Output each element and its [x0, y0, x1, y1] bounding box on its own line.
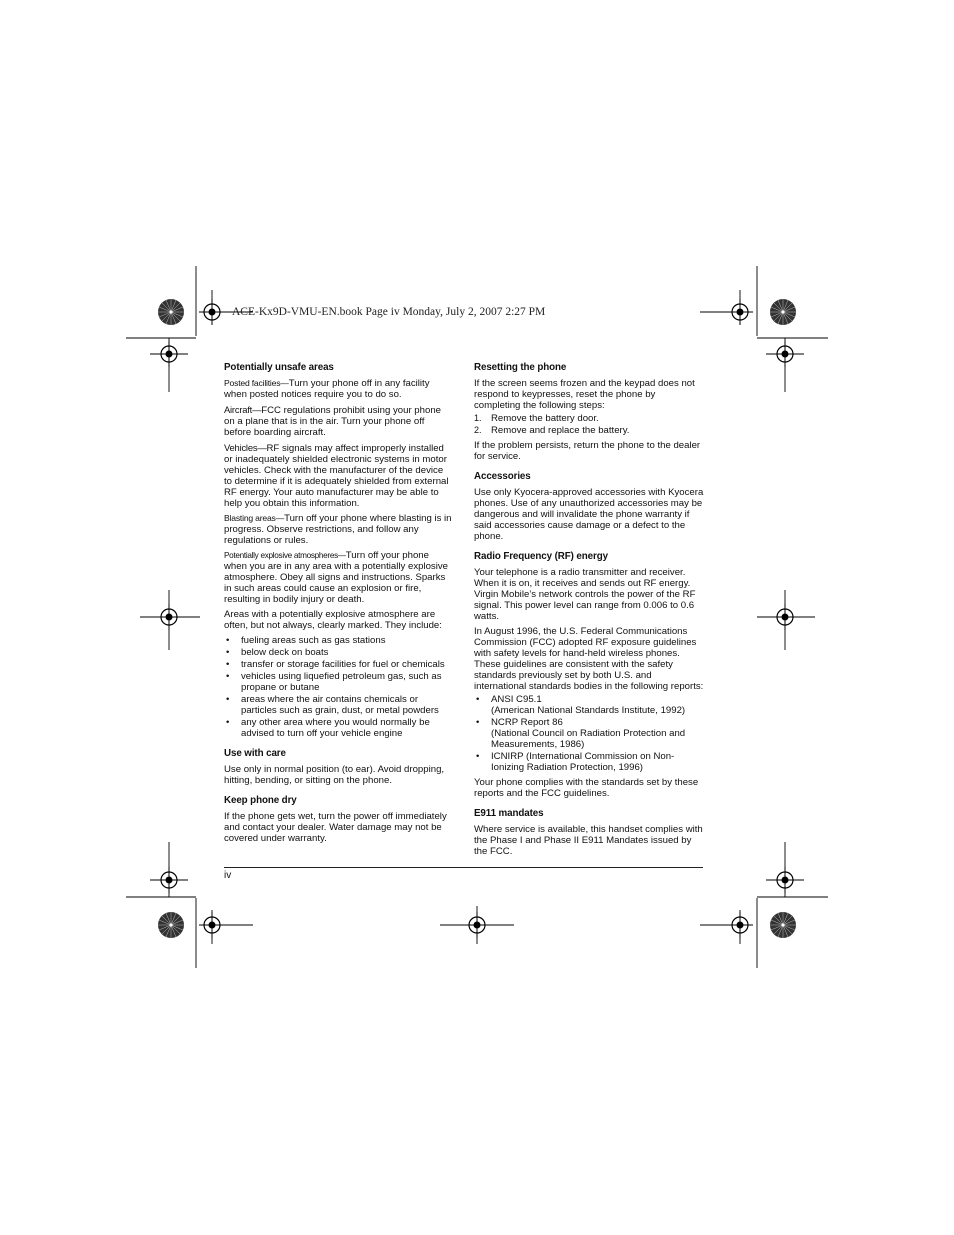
- right-column: [474, 362, 704, 861]
- dry-text: If the phone gets wet, turn the power off immediately and contact your dealer. Water damage may not be covered under warranty.: [224, 811, 447, 844]
- page-number: iv: [224, 870, 232, 881]
- rf-paragraph: In August 1996, the U.S. Federal Communications Commission (FCC) adopted RF exposure guidelines with safety levels for hand-held wireless phones. These guidelines are consistent with the safety standards previously set by both U.S. and international standards bodies in the following reports:: [474, 626, 704, 692]
- list-item: • fueling areas such as gas stations: [224, 635, 452, 646]
- accessories-text: Use only Kyocera-approved accessories with Kyocera phones. Use of any unauthorized accessories may be dangerous and will invalidate the phone warranty if said accessories cause damage or a defect to the phone.: [474, 487, 704, 542]
- list-item: • areas where the air contains chemicals or particles such as grain, dust, or metal powders: [224, 694, 452, 716]
- unsafe-item: Potentially explosive atmospheres—Turn off your phone when you are in any area with a potentially explosive atmosphere. Obey all signs and instructions. Sparks in such areas could cause an explosion or fire, resulting in bodily injury or death.: [224, 550, 448, 605]
- left-column: [224, 362, 452, 848]
- heading-e911: E911 mandates: [474, 808, 544, 819]
- rf-paragraph: Your phone complies with the standards set by these reports and the FCC guidelines.: [474, 777, 699, 799]
- unsafe-item: Aircraft—FCC regulations prohibit using your phone on a plane that is in the air. Turn your phone off before boarding aircraft.: [224, 404, 441, 438]
- explosive-areas-list: [224, 635, 452, 739]
- care-text: Use only in normal position (to ear). Avoid dropping, hitting, bending, or sitting on the phone.: [224, 764, 445, 786]
- e911-text: Where service is available, this handset complies with the Phase I and Phase II E911 Mandates issued by the FCC.: [474, 824, 703, 857]
- list-item: • NCRP Report 86 (National Council on Radiation Protection and Measurements, 1986): [474, 717, 704, 750]
- list-item: • ICNIRP (International Commission on Non-Ionizing Radiation Protection, 1996): [474, 751, 704, 773]
- rf-paragraph: Your telephone is a radio transmitter and receiver. When it is on, it receives and sends out RF energy. Virgin Mobile’s network controls the power of the RF signal. This power level can range from 0.006 to 0.6 watts.: [474, 567, 696, 622]
- heading-keep-dry: Keep phone dry: [224, 795, 297, 806]
- heading-use-with-care: Use with care: [224, 748, 286, 759]
- list-item: 2. Remove and replace the battery.: [474, 425, 630, 436]
- list-item: • any other area where you would normally be advised to turn off your vehicle engine: [224, 717, 452, 739]
- heading-accessories: Accessories: [474, 471, 531, 482]
- list-item: 1. Remove the battery door.: [474, 413, 599, 424]
- reset-steps: [474, 413, 704, 436]
- list-item: • ANSI C95.1 (American National Standards Institute, 1992): [474, 694, 704, 716]
- footer-rule: [224, 867, 703, 868]
- unsafe-item: Blasting areas—Turn off your phone where blasting is in progress. Observe restrictions, and follow any regulations or rules.: [224, 513, 452, 546]
- rf-reports-list: [474, 694, 704, 773]
- print-header: ACE-Kx9D-VMU-EN.book Page iv Monday, July 2, 2007 2:27 PM: [232, 306, 546, 318]
- list-item: • below deck on boats: [224, 647, 452, 658]
- list-item: • transfer or storage facilities for fuel or chemicals: [224, 659, 452, 670]
- heading-resetting: Resetting the phone: [474, 362, 567, 373]
- heading-rf-energy: Radio Frequency (RF) energy: [474, 551, 608, 562]
- unsafe-item: Posted facilities—Turn your phone off in any facility when posted notices require you to do so.: [224, 378, 430, 400]
- areas-intro: Areas with a potentially explosive atmosphere are often, but not always, clearly marked. They include:: [224, 609, 442, 631]
- heading-unsafe-areas: Potentially unsafe areas: [224, 362, 334, 373]
- unsafe-item: Vehicles—RF signals may affect improperly installed or inadequately shielded electronic systems in motor vehicles. Check with the manufacturer of the device to determine if it is adequately shielded from external RF energy. Your auto manufacturer may be able to help you obtain this information.: [224, 442, 449, 509]
- reset-intro: If the screen seems frozen and the keypad does not respond to keypresses, reset the phone by completing the following steps:: [474, 378, 695, 411]
- reset-outro: If the problem persists, return the phone to the dealer for service.: [474, 440, 701, 462]
- list-item: • vehicles using liquefied petroleum gas, such as propane or butane: [224, 671, 452, 693]
